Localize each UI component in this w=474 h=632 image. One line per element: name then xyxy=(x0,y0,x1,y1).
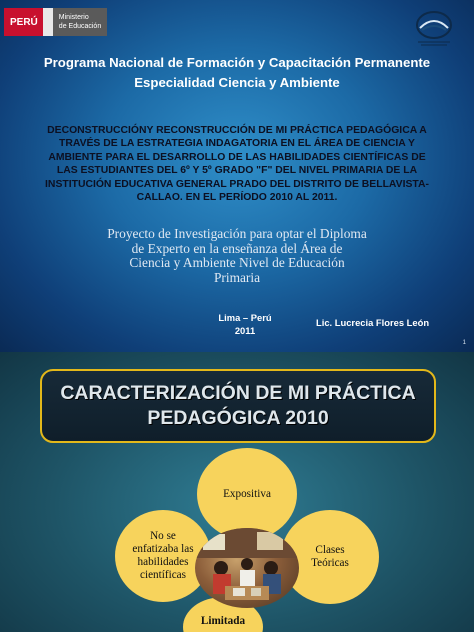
petal-left-line: enfatizaba las xyxy=(132,543,194,555)
thesis-line: LAS ESTUDIANTES DEL 6º Y 5º GRADO "F" DEL NIVEL PRIMARIA DE LA xyxy=(56,165,418,177)
project-line: Proyecto de Investigación para optar el Diploma xyxy=(107,226,367,241)
logo-country: PERÚ xyxy=(4,8,42,36)
thesis-line: INSTITUCIÓN EDUCATIVA GENERAL PRADO DEL DISTRITO DE BELLAVISTA- xyxy=(45,178,429,190)
institution-seal-icon xyxy=(412,8,456,48)
place-date xyxy=(210,311,280,337)
slide-2 xyxy=(0,352,474,632)
petal-left-line: científicas xyxy=(140,569,186,581)
thesis-title xyxy=(24,124,450,204)
thesis-line: AMBIENTE PARA EL DESARROLLO DE LAS HABILIDADES CIENTÍFICAS DE xyxy=(48,151,426,163)
ministerio-logo xyxy=(4,8,107,36)
logo-ministry-text xyxy=(53,8,107,36)
classroom-photo xyxy=(195,528,299,608)
petal-right-line: Teóricas xyxy=(311,557,349,569)
petal-right-line: Clases xyxy=(315,544,345,556)
specialty-title: Especialidad Ciencia y Ambiente xyxy=(134,75,340,90)
thesis-line: CALLAO. EN EL PERÍODO 2010 AL 2011. xyxy=(136,192,338,204)
place: Lima – Perú xyxy=(218,312,272,323)
project-line: Primaria xyxy=(213,269,261,285)
thesis-line: TRAVÉS DE LA ESTRATEGIA INDAGATORIA EN EL ÁREA DE CIENCIA Y xyxy=(58,138,415,150)
project-line: de Experto en la enseñanza del Área de xyxy=(131,240,343,256)
slide-title-line-2: PEDAGÓGICA 2010 xyxy=(147,407,329,429)
author: Lic. Lucrecia Flores León xyxy=(316,317,430,328)
thesis-line: DECONSTRUCCIÓNY RECONSTRUCCIÓN DE MI PRÁCTICA PEDAGÓGICA A xyxy=(47,125,427,136)
page-number: 1 xyxy=(462,340,466,346)
logo-line-1: Ministerio xyxy=(58,14,89,21)
project-description xyxy=(40,227,434,285)
coat-of-arms-icon xyxy=(42,8,53,36)
petal-left-line: habilidades xyxy=(137,556,189,568)
slide-title-line-1: CARACTERIZACIÓN DE MI PRÁCTICA xyxy=(60,382,416,404)
petal-left-line: No se xyxy=(150,530,176,542)
year: 2011 xyxy=(234,325,256,336)
program-title: Programa Nacional de Formación y Capacitación Permanente xyxy=(43,55,431,70)
slide-title-box xyxy=(40,369,436,443)
petal-limitada: Limitada xyxy=(183,597,263,632)
project-line: Ciencia y Ambiente Nivel de Educación xyxy=(129,255,345,270)
petal-expositiva: Expositiva xyxy=(197,448,297,540)
logo-line-2: de Educación xyxy=(58,23,102,30)
